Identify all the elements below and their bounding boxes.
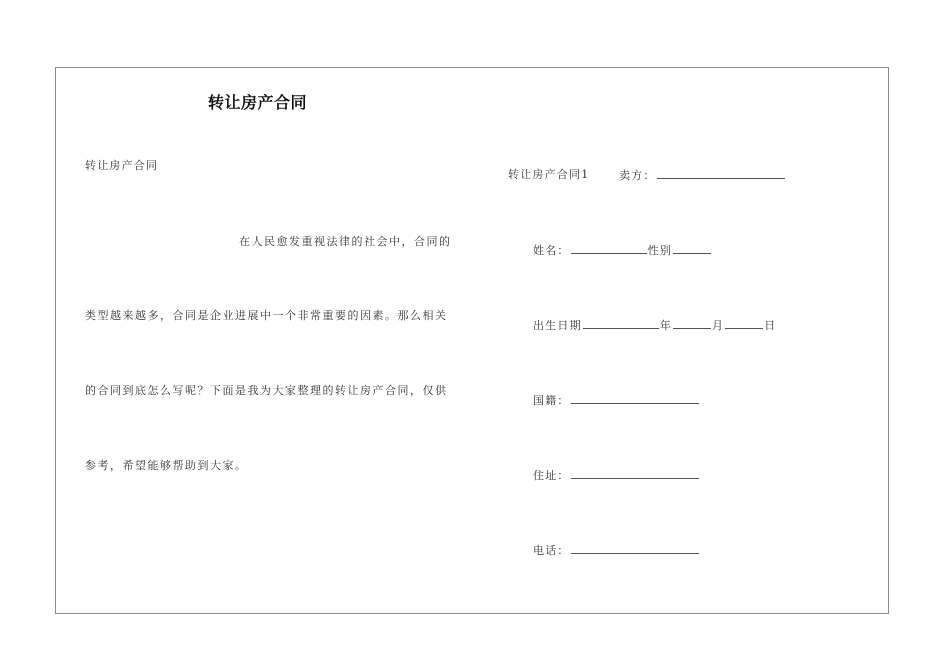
nationality-field: [533, 393, 700, 408]
address-field: [533, 468, 700, 483]
phone-field: [533, 543, 700, 558]
name-label: 姓名：: [533, 244, 570, 257]
document-title: 转让房产合同: [208, 93, 308, 112]
seller-label: 卖方：: [619, 169, 656, 182]
nationality-blank-line: [571, 393, 699, 404]
birth-date-field: [533, 318, 776, 333]
address-blank-line: [571, 468, 699, 479]
page-border: [55, 67, 889, 614]
day-label: 日: [764, 319, 777, 332]
seller-blank-line: [657, 168, 785, 179]
nationality-label: 国籍：: [533, 394, 570, 407]
gender-label: 性别: [647, 244, 673, 257]
intro-paragraph-line-3: 的合同到底怎么写呢？下面是我为大家整理的转让房产合同，仅供: [85, 384, 448, 397]
seller-field: [619, 168, 786, 183]
birth-year-blank-line: [583, 318, 659, 329]
birth-label: 出生日期: [533, 319, 582, 332]
left-subtitle: 转让房产合同: [85, 159, 159, 172]
birth-day-blank-line: [725, 318, 763, 329]
phone-label: 电话：: [533, 544, 570, 557]
intro-paragraph-line-1: 在人民愈发重视法律的社会中，合同的: [239, 235, 452, 248]
intro-paragraph-line-2: 类型越来越多，合同是企业进展中一个非常重要的因素。那么相关: [85, 309, 448, 322]
gender-blank-line: [673, 243, 711, 254]
contract-section-header: 转让房产合同1: [508, 168, 590, 181]
name-blank-line: [571, 243, 647, 254]
year-label: 年: [659, 319, 673, 332]
intro-paragraph-line-4: 参考，希望能够帮助到大家。: [85, 459, 248, 472]
birth-month-blank-line: [673, 318, 711, 329]
month-label: 月: [712, 319, 725, 332]
phone-blank-line: [571, 543, 699, 554]
address-label: 住址：: [533, 469, 570, 482]
name-gender-field: [533, 243, 712, 258]
